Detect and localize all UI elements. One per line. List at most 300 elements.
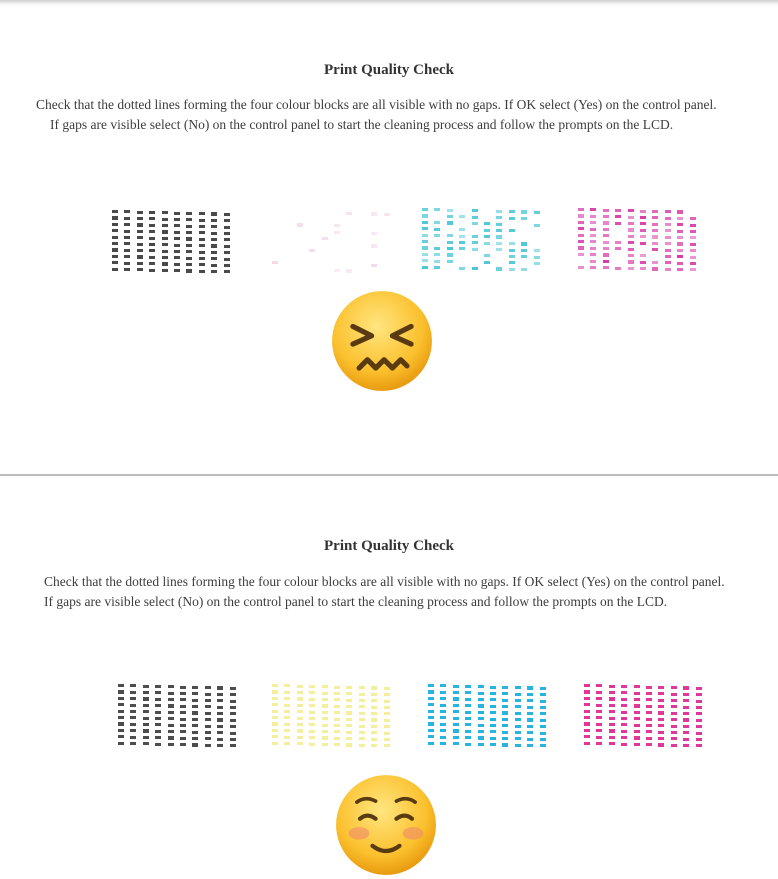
print-dash	[652, 261, 658, 264]
print-dash	[658, 737, 664, 740]
print-dash	[609, 704, 615, 707]
print-dash	[696, 693, 702, 696]
page-title: Print Quality Check	[324, 538, 454, 554]
print-dash	[192, 686, 198, 689]
print-dash	[465, 743, 471, 746]
print-dash	[690, 262, 696, 265]
print-dash	[540, 732, 546, 735]
print-dash	[155, 730, 161, 733]
print-dash	[472, 235, 478, 238]
print-dash	[186, 269, 192, 272]
print-dash	[143, 717, 149, 720]
print-dash	[640, 267, 646, 270]
print-dash	[584, 710, 590, 713]
print-dash	[359, 718, 365, 721]
print-dash	[453, 729, 459, 732]
print-dash	[609, 691, 615, 694]
print-dash	[230, 712, 236, 715]
print-dash	[284, 729, 290, 732]
print-dash	[515, 705, 521, 708]
print-dash	[646, 686, 652, 689]
print-dash	[646, 737, 652, 740]
print-dash	[130, 710, 136, 713]
print-dash	[665, 223, 671, 226]
print-dash	[118, 722, 124, 725]
print-dash	[162, 211, 168, 214]
print-dash	[230, 700, 236, 703]
print-dash	[124, 249, 130, 252]
print-dash	[434, 247, 440, 250]
print-dash	[137, 243, 143, 246]
print-dash	[502, 705, 508, 708]
print-dash	[224, 264, 230, 267]
print-dash	[621, 730, 627, 733]
print-dash	[465, 736, 471, 739]
print-dash	[490, 698, 496, 701]
print-sheet-after	[0, 476, 778, 879]
print-dash	[217, 706, 223, 709]
print-dash	[677, 223, 683, 226]
print-dash	[596, 691, 602, 694]
print-dash	[230, 732, 236, 735]
print-dash	[384, 213, 390, 216]
print-dash	[149, 249, 155, 252]
print-dash	[217, 731, 223, 734]
print-dash	[496, 216, 502, 219]
print-dash	[162, 237, 168, 240]
print-dash	[534, 256, 540, 259]
print-dash	[590, 266, 596, 269]
print-dash	[646, 692, 652, 695]
print-dash	[665, 242, 671, 245]
print-dash	[509, 261, 515, 264]
print-dash	[490, 711, 496, 714]
print-dash	[112, 223, 118, 226]
print-dash	[124, 223, 130, 226]
print-dash	[192, 705, 198, 708]
print-dash	[521, 249, 527, 252]
print-dash	[683, 699, 689, 702]
print-dash	[199, 219, 205, 222]
print-dash	[677, 230, 683, 233]
print-dash	[186, 250, 192, 253]
print-dash	[690, 249, 696, 252]
print-dash	[658, 699, 664, 702]
print-dash	[359, 725, 365, 728]
print-dash	[515, 699, 521, 702]
print-dash	[590, 240, 596, 243]
print-dash	[334, 730, 340, 733]
print-dash	[496, 210, 502, 213]
print-dash	[124, 255, 130, 258]
print-dash	[440, 729, 446, 732]
print-dash	[322, 730, 328, 733]
print-dash	[130, 691, 136, 694]
print-dash	[478, 724, 484, 727]
print-dash	[180, 698, 186, 701]
print-dash	[584, 690, 590, 693]
print-dash	[472, 209, 478, 212]
print-dash	[540, 712, 546, 715]
print-dash	[168, 685, 174, 688]
print-dash	[658, 718, 664, 721]
print-dash	[118, 716, 124, 719]
black-colour-block	[112, 210, 236, 276]
print-dash	[440, 742, 446, 745]
print-dash	[521, 255, 527, 258]
print-dash	[490, 743, 496, 746]
print-dash	[124, 268, 130, 271]
print-dash	[322, 724, 328, 727]
print-dash	[211, 251, 217, 254]
print-dash	[143, 697, 149, 700]
print-dash	[297, 691, 303, 694]
print-dash	[509, 249, 515, 252]
print-dash	[671, 712, 677, 715]
print-dash	[628, 254, 634, 257]
print-dash	[634, 711, 640, 714]
print-dash	[112, 268, 118, 271]
print-dash	[211, 264, 217, 267]
print-dash	[174, 263, 180, 266]
print-dash	[192, 743, 198, 746]
print-dash	[515, 737, 521, 740]
print-dash	[690, 236, 696, 239]
print-dash	[155, 723, 161, 726]
print-dash	[596, 736, 602, 739]
print-dash	[603, 209, 609, 212]
print-dash	[143, 723, 149, 726]
print-dash	[628, 267, 634, 270]
print-dash	[224, 219, 230, 222]
print-dash	[540, 725, 546, 728]
print-dash	[465, 723, 471, 726]
print-dash	[490, 705, 496, 708]
print-dash	[297, 736, 303, 739]
print-dash	[484, 254, 490, 257]
print-dash	[162, 224, 168, 227]
print-dash	[527, 706, 533, 709]
print-dash	[509, 210, 515, 213]
print-dash	[615, 215, 621, 218]
print-dash	[502, 686, 508, 689]
print-dash	[615, 222, 621, 225]
print-dash	[309, 704, 315, 707]
print-dash	[527, 686, 533, 689]
print-dash	[440, 736, 446, 739]
print-dash	[609, 723, 615, 726]
print-dash	[186, 212, 192, 215]
print-dash	[346, 737, 352, 740]
print-dash	[502, 731, 508, 734]
print-dash	[596, 697, 602, 700]
print-dash	[646, 718, 652, 721]
print-dash	[211, 219, 217, 222]
print-dash	[578, 240, 584, 243]
print-dash	[371, 244, 377, 247]
print-dash	[168, 743, 174, 746]
print-dash	[230, 687, 236, 690]
print-dash	[609, 710, 615, 713]
print-dash	[677, 249, 683, 252]
print-dash	[665, 229, 671, 232]
print-dash	[447, 247, 453, 250]
print-dash	[211, 232, 217, 235]
print-dash	[322, 685, 328, 688]
print-dash	[272, 735, 278, 738]
print-dash	[453, 691, 459, 694]
print-dash	[478, 711, 484, 714]
print-dash	[671, 731, 677, 734]
print-dash	[609, 736, 615, 739]
print-dash	[478, 743, 484, 746]
print-dash	[371, 738, 377, 741]
print-dash	[665, 249, 671, 252]
print-dash	[168, 730, 174, 733]
print-dash	[603, 228, 609, 231]
print-dash	[205, 725, 211, 728]
print-dash	[309, 723, 315, 726]
print-dash	[490, 686, 496, 689]
print-dash	[143, 742, 149, 745]
print-dash	[603, 266, 609, 269]
print-dash	[284, 742, 290, 745]
print-dash	[671, 705, 677, 708]
print-dash	[217, 686, 223, 689]
print-dash	[124, 262, 130, 265]
print-dash	[124, 236, 130, 239]
print-dash	[596, 742, 602, 745]
print-dash	[447, 234, 453, 237]
print-dash	[297, 697, 303, 700]
print-dash	[502, 718, 508, 721]
print-dash	[490, 724, 496, 727]
print-dash	[284, 716, 290, 719]
print-dash	[459, 267, 465, 270]
print-dash	[621, 711, 627, 714]
print-dash	[155, 736, 161, 739]
print-dash	[422, 208, 428, 211]
print-dash	[509, 268, 515, 271]
print-dash	[634, 698, 640, 701]
print-dash	[186, 231, 192, 234]
print-dash	[478, 704, 484, 707]
print-dash	[621, 717, 627, 720]
print-dash	[334, 737, 340, 740]
print-dash	[149, 243, 155, 246]
print-dash	[603, 260, 609, 263]
print-dash	[137, 249, 143, 252]
print-dash	[658, 731, 664, 734]
print-dash	[168, 724, 174, 727]
print-dash	[359, 737, 365, 740]
print-dash	[192, 711, 198, 714]
print-dash	[621, 698, 627, 701]
print-dash	[199, 263, 205, 266]
print-dash	[490, 718, 496, 721]
print-dash	[696, 700, 702, 703]
print-dash	[615, 267, 621, 270]
print-dash	[584, 684, 590, 687]
print-dash	[603, 215, 609, 218]
page-title: Print Quality Check	[324, 62, 454, 78]
print-dash	[428, 690, 434, 693]
colour-blocks	[0, 684, 778, 764]
print-dash	[584, 742, 590, 745]
print-dash	[509, 229, 515, 232]
print-dash	[434, 221, 440, 224]
print-dash	[180, 724, 186, 727]
print-dash	[149, 256, 155, 259]
instruction-line-1: Check that the dotted lines forming the four colour blocks are all visible with no gaps. If OK select (Yes) on the control panel.	[36, 97, 717, 112]
print-dash	[484, 229, 490, 232]
print-dash	[634, 724, 640, 727]
print-dash	[384, 693, 390, 696]
print-dash	[671, 693, 677, 696]
print-dash	[155, 698, 161, 701]
print-dash	[590, 234, 596, 237]
print-dash	[346, 699, 352, 702]
print-dash	[118, 742, 124, 745]
print-dash	[696, 719, 702, 722]
print-dash	[484, 222, 490, 225]
instruction-line-2: If gaps are visible select (No) on the control panel to start the cleaning process and follow the prompts on the LCD.	[44, 594, 668, 609]
print-dash	[149, 230, 155, 233]
print-dash	[130, 716, 136, 719]
print-dash	[149, 269, 155, 272]
print-dash	[584, 722, 590, 725]
print-dash	[677, 268, 683, 271]
print-dash	[112, 210, 118, 213]
print-dash	[609, 685, 615, 688]
print-dash	[118, 735, 124, 738]
print-dash	[384, 706, 390, 709]
print-dash	[515, 725, 521, 728]
print-dash	[284, 684, 290, 687]
smiling-face-icon	[334, 773, 438, 877]
print-dash	[322, 717, 328, 720]
print-dash	[143, 710, 149, 713]
print-dash	[465, 717, 471, 720]
print-dash	[143, 704, 149, 707]
print-dash	[521, 217, 527, 220]
print-dash	[384, 738, 390, 741]
print-dash	[371, 686, 377, 689]
print-dash	[334, 724, 340, 727]
print-dash	[496, 267, 502, 270]
print-dash	[509, 255, 515, 258]
print-dash	[509, 217, 515, 220]
print-dash	[322, 743, 328, 746]
print-dash	[143, 736, 149, 739]
print-dash	[174, 269, 180, 272]
print-dash	[502, 711, 508, 714]
print-dash	[272, 710, 278, 713]
print-dash	[658, 705, 664, 708]
print-dash	[527, 731, 533, 734]
print-dash	[472, 222, 478, 225]
print-dash	[621, 691, 627, 694]
print-dash	[628, 248, 634, 251]
print-dash	[205, 731, 211, 734]
print-dash	[322, 736, 328, 739]
print-dash	[199, 231, 205, 234]
print-dash	[359, 705, 365, 708]
print-dash	[211, 244, 217, 247]
print-dash	[683, 738, 689, 741]
print-dash	[690, 243, 696, 246]
print-dash	[465, 685, 471, 688]
print-dash	[137, 230, 143, 233]
print-dash	[162, 218, 168, 221]
print-dash	[540, 719, 546, 722]
print-dash	[112, 216, 118, 219]
print-dash	[211, 257, 217, 260]
print-dash	[422, 246, 428, 249]
print-dash	[174, 250, 180, 253]
print-dash	[272, 690, 278, 693]
print-dash	[224, 258, 230, 261]
print-dash	[334, 698, 340, 701]
print-dash	[346, 269, 352, 272]
cyan-colour-block	[422, 208, 546, 274]
print-dash	[459, 241, 465, 244]
print-dash	[527, 738, 533, 741]
print-dash	[124, 230, 130, 233]
print-dash	[509, 242, 515, 245]
print-dash	[174, 218, 180, 221]
print-dash	[205, 686, 211, 689]
print-dash	[603, 234, 609, 237]
print-dash	[168, 698, 174, 701]
print-dash	[515, 744, 521, 747]
print-dash	[186, 257, 192, 260]
print-dash	[453, 742, 459, 745]
print-dash	[192, 731, 198, 734]
print-dash	[478, 692, 484, 695]
print-dash	[162, 262, 168, 265]
print-dash	[118, 703, 124, 706]
print-dash	[696, 712, 702, 715]
print-dash	[634, 692, 640, 695]
print-dash	[309, 691, 315, 694]
print-dash	[205, 712, 211, 715]
print-dash	[155, 717, 161, 720]
print-dash	[447, 253, 453, 256]
print-dash	[180, 705, 186, 708]
print-dash	[118, 729, 124, 732]
print-dash	[192, 737, 198, 740]
print-dash	[174, 212, 180, 215]
print-dash	[272, 697, 278, 700]
print-dash	[118, 697, 124, 700]
print-dash	[490, 730, 496, 733]
print-dash	[230, 744, 236, 747]
print-dash	[527, 693, 533, 696]
print-dash	[540, 738, 546, 741]
print-dash	[143, 685, 149, 688]
print-dash	[322, 711, 328, 714]
print-dash	[224, 232, 230, 235]
print-dash	[584, 697, 590, 700]
print-dash	[496, 229, 502, 232]
print-dash	[217, 718, 223, 721]
print-dash	[297, 742, 303, 745]
print-dash	[174, 224, 180, 227]
print-dash	[149, 262, 155, 265]
print-dash	[609, 717, 615, 720]
print-dash	[652, 229, 658, 232]
